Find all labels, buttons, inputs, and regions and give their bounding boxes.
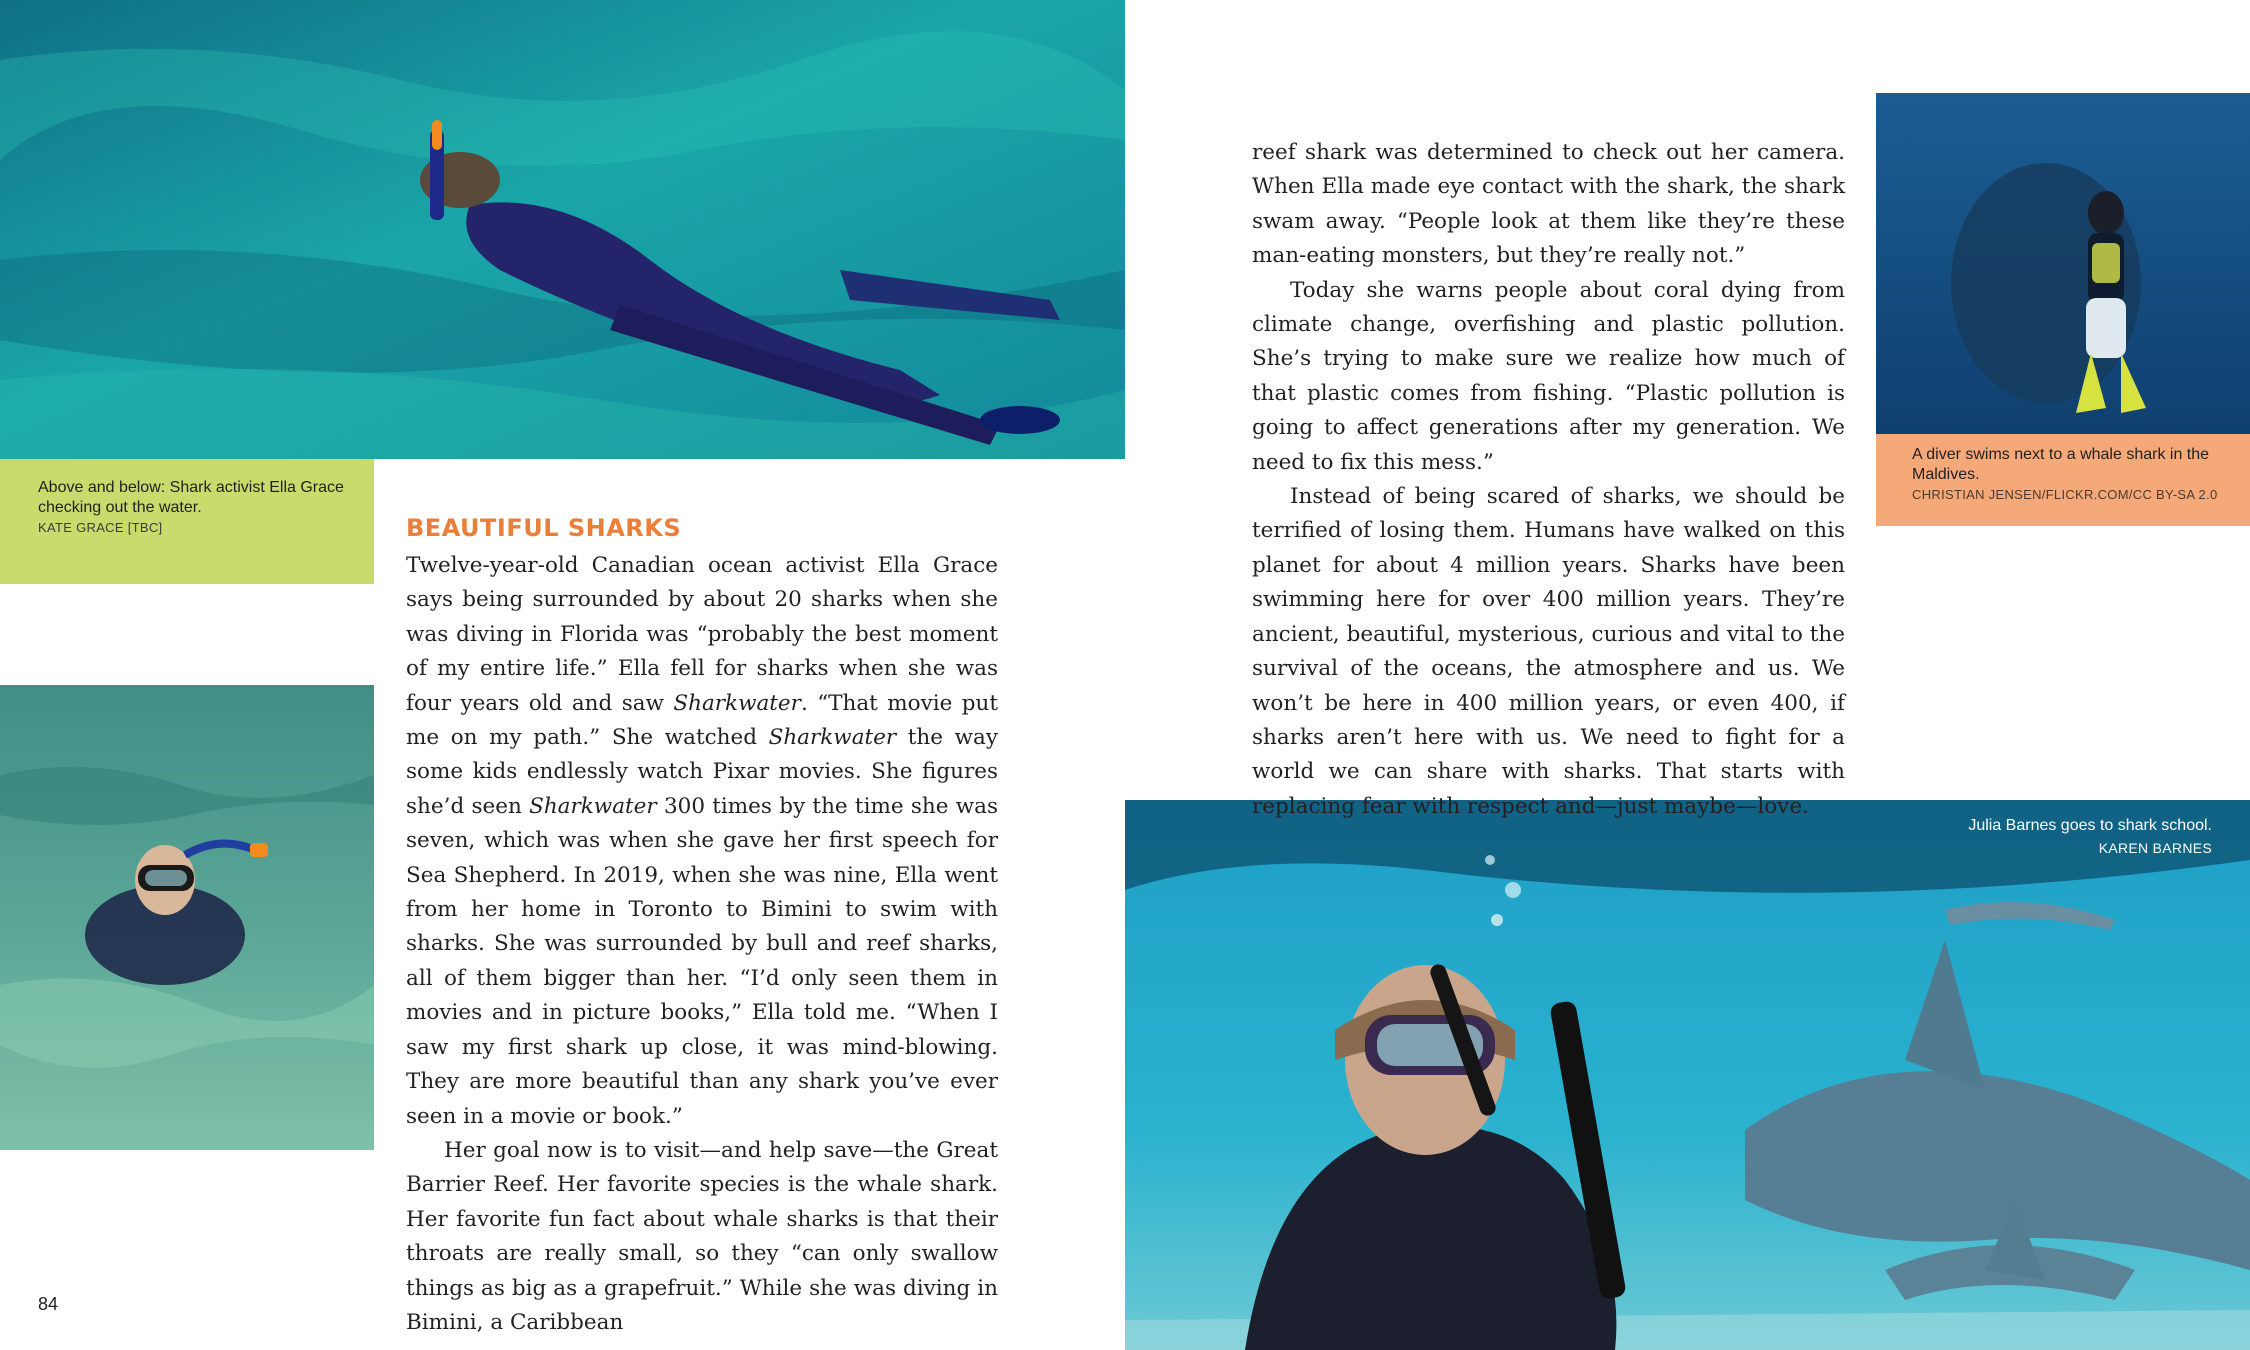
caption-whale-shark [1876, 434, 2250, 526]
section-heading: BEAUTIFUL SHARKS [406, 514, 682, 542]
film-title: Sharkwater [768, 725, 897, 751]
caption-text: A diver swims next to a whale shark in the Maldives. [1912, 446, 2210, 483]
film-title: Sharkwater [673, 690, 801, 716]
paragraph: reef shark was determined to check out her camera. When Ella made eye contact with the shark, the shark swam away. “People look at them like they’re these man-eating monsters, but they’re really not.” [1252, 140, 1845, 269]
caption-ella-grace [0, 459, 374, 584]
caption-text: Julia Barnes goes to shark school. [1968, 817, 2212, 834]
caption-text: Above and below: Shark activist Ella Grace checking out the water. [38, 479, 344, 516]
text-run: the way some kids endlessly watch Pixar movies. She figures she’d seen [406, 725, 998, 819]
caption-credit: KATE GRACE [TBC] [38, 520, 163, 535]
paragraph: Her goal now is to visit—and help save—the Great Barrier Reef. Her favorite species is the whale shark. Her favorite fun fact about whale sharks is that their throats are really small, so they “can only swallow things as big as a grapefruit.” While she was diving in Bimini, a Caribbean [406, 1137, 998, 1335]
paragraph [406, 549, 998, 1134]
photo-snorkeler-top [0, 0, 1125, 459]
film-title: Sharkwater [529, 793, 657, 819]
photo-snorkeler-mask [0, 685, 374, 1150]
paragraph: Today she warns people about coral dying from climate change, overfishing and plastic pollution. She’s trying to make sure we realize how much of that plastic comes from fishing. “Plastic pollution is going to affect generations after my generation. We need to fix this mess.” [1252, 277, 1845, 475]
text-run: 300 times by the time she was seven, which was when she gave her first speech for Sea Shepherd. In 2019, when she was nine, Ella went from her home in Toronto to Bimini to swim with sharks. She was surrounded by bull and reef sharks, all of them bigger than her. “I’d only seen them in movies and in picture books,” Ella told me. “When I saw my first shark up close, it was mind-blowing. They are more beautiful than any shark you’ve ever seen in a movie or book.” [406, 793, 998, 1129]
caption-credit: KAREN BARNES [2098, 840, 2212, 856]
article-column-1 [406, 549, 998, 1340]
caption-credit: CHRISTIAN JENSEN/FLICKR.COM/CC BY-SA 2.0 [1912, 487, 2218, 502]
photo-shark-school [1125, 800, 2250, 1350]
photo-whale-shark-diver [1876, 93, 2250, 434]
page-number: 84 [38, 1294, 59, 1314]
text-run: . “That movie put me on my path.” She watched [406, 690, 998, 751]
article-column-2 [1252, 136, 1845, 824]
paragraph: Instead of being scared of sharks, we should be terrified of losing them. Humans have walked on this planet for about 4 million years. Sharks have been swimming here for over 400 million years. They’re ancient, beautiful, mysterious, curious and vital to the survival of the oceans, the atmosphere and us. We won’t be here in 400 million years, or even 400, if sharks aren’t here with us. We need to fight for a world we can share with sharks. That starts with replacing fear with respect and—just maybe—love. [1252, 484, 1845, 819]
text-run: Twelve-year-old Canadian ocean activist Ella Grace says being surrounded by about 20 sharks when she was diving in Florida was “probably the best moment of my entire life.” Ella fell for sharks when she was four years old and saw [406, 553, 998, 716]
